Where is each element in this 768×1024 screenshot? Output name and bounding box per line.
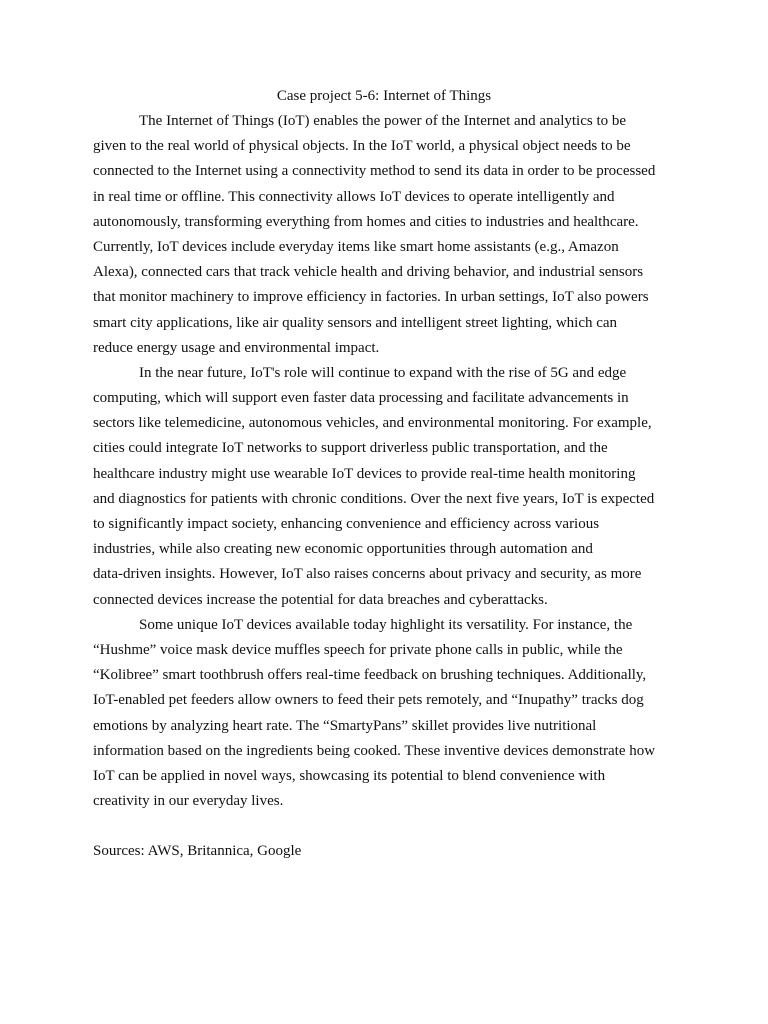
text-line: healthcare industry might use wearable IoT devices to provide real-time health monitoring (93, 465, 636, 482)
text-line: IoT-enabled pet feeders allow owners to feed their pets remotely, and “Inupathy” tracks dog (93, 692, 644, 709)
text-line: Currently, IoT devices include everyday items like smart home assistants (e.g., Amazon (93, 238, 619, 255)
paragraph-1 (93, 109, 683, 361)
paragraph-2 (93, 361, 683, 613)
text-line: reduce energy usage and environmental impact. (93, 339, 380, 356)
text-line: cities could integrate IoT networks to support driverless public transportation, and the (93, 440, 608, 457)
text-line: smart city applications, like air quality sensors and intelligent street lighting, which can (93, 314, 618, 331)
text-line: data-driven insights. However, IoT also raises concerns about privacy and security, as more (93, 566, 642, 583)
text-line: sectors like telemedicine, autonomous vehicles, and environmental monitoring. For example, (93, 415, 652, 432)
text-line: and diagnostics for patients with chronic conditions. Over the next five years, IoT is expected (93, 490, 655, 507)
paragraph-3 (93, 613, 683, 815)
text-line: connected devices increase the potential for data breaches and cyberattacks. (93, 591, 548, 608)
sources-line: Sources: AWS, Britannica, Google (93, 843, 302, 860)
text-line: industries, while also creating new economic opportunities through automation and (93, 541, 593, 558)
text-line: connected to the Internet using a connectivity method to send its data in order to be processed (93, 163, 656, 180)
text-line: that monitor machinery to improve efficiency in factories. In urban settings, IoT also powers (93, 289, 649, 306)
document-body (93, 109, 683, 865)
text-line: “Kolibree” smart toothbrush offers real-time feedback on brushing techniques. Additionally, (93, 667, 647, 684)
text-line: computing, which will support even faster data processing and facilitate advancements in (93, 390, 629, 407)
text-line: given to the real world of physical objects. In the IoT world, a physical object needs to be (93, 138, 631, 155)
blank-line (93, 814, 683, 839)
document-title: Case project 5-6: Internet of Things (276, 88, 492, 104)
text-line: Some unique IoT devices available today highlight its versatility. For instance, the (139, 616, 633, 633)
text-line: In the near future, IoT's role will continue to expand with the rise of 5G and edge (139, 364, 627, 381)
text-line: IoT can be applied in novel ways, showcasing its potential to blend convenience with (93, 767, 606, 784)
text-line: emotions by analyzing heart rate. The “SmartyPans” skillet provides live nutritional (93, 717, 597, 734)
text-line: in real time or offline. This connectivity allows IoT devices to operate intelligently and (93, 188, 615, 205)
text-line: information based on the ingredients being cooked. These inventive devices demonstrate how (93, 742, 656, 759)
text-line: creativity in our everyday lives. (93, 793, 284, 810)
text-line: “Hushme” voice mask device muffles speech for private phone calls in public, while the (93, 641, 623, 658)
text-line: autonomously, transforming everything from homes and cities to industries and healthcare. (93, 213, 639, 230)
text-line: to significantly impact society, enhancing convenience and efficiency across various (93, 516, 600, 532)
text-line: Alexa), connected cars that track vehicle health and driving behavior, and industrial sensors (93, 264, 644, 281)
text-line: The Internet of Things (IoT) enables the power of the Internet and analytics to be (139, 113, 627, 129)
